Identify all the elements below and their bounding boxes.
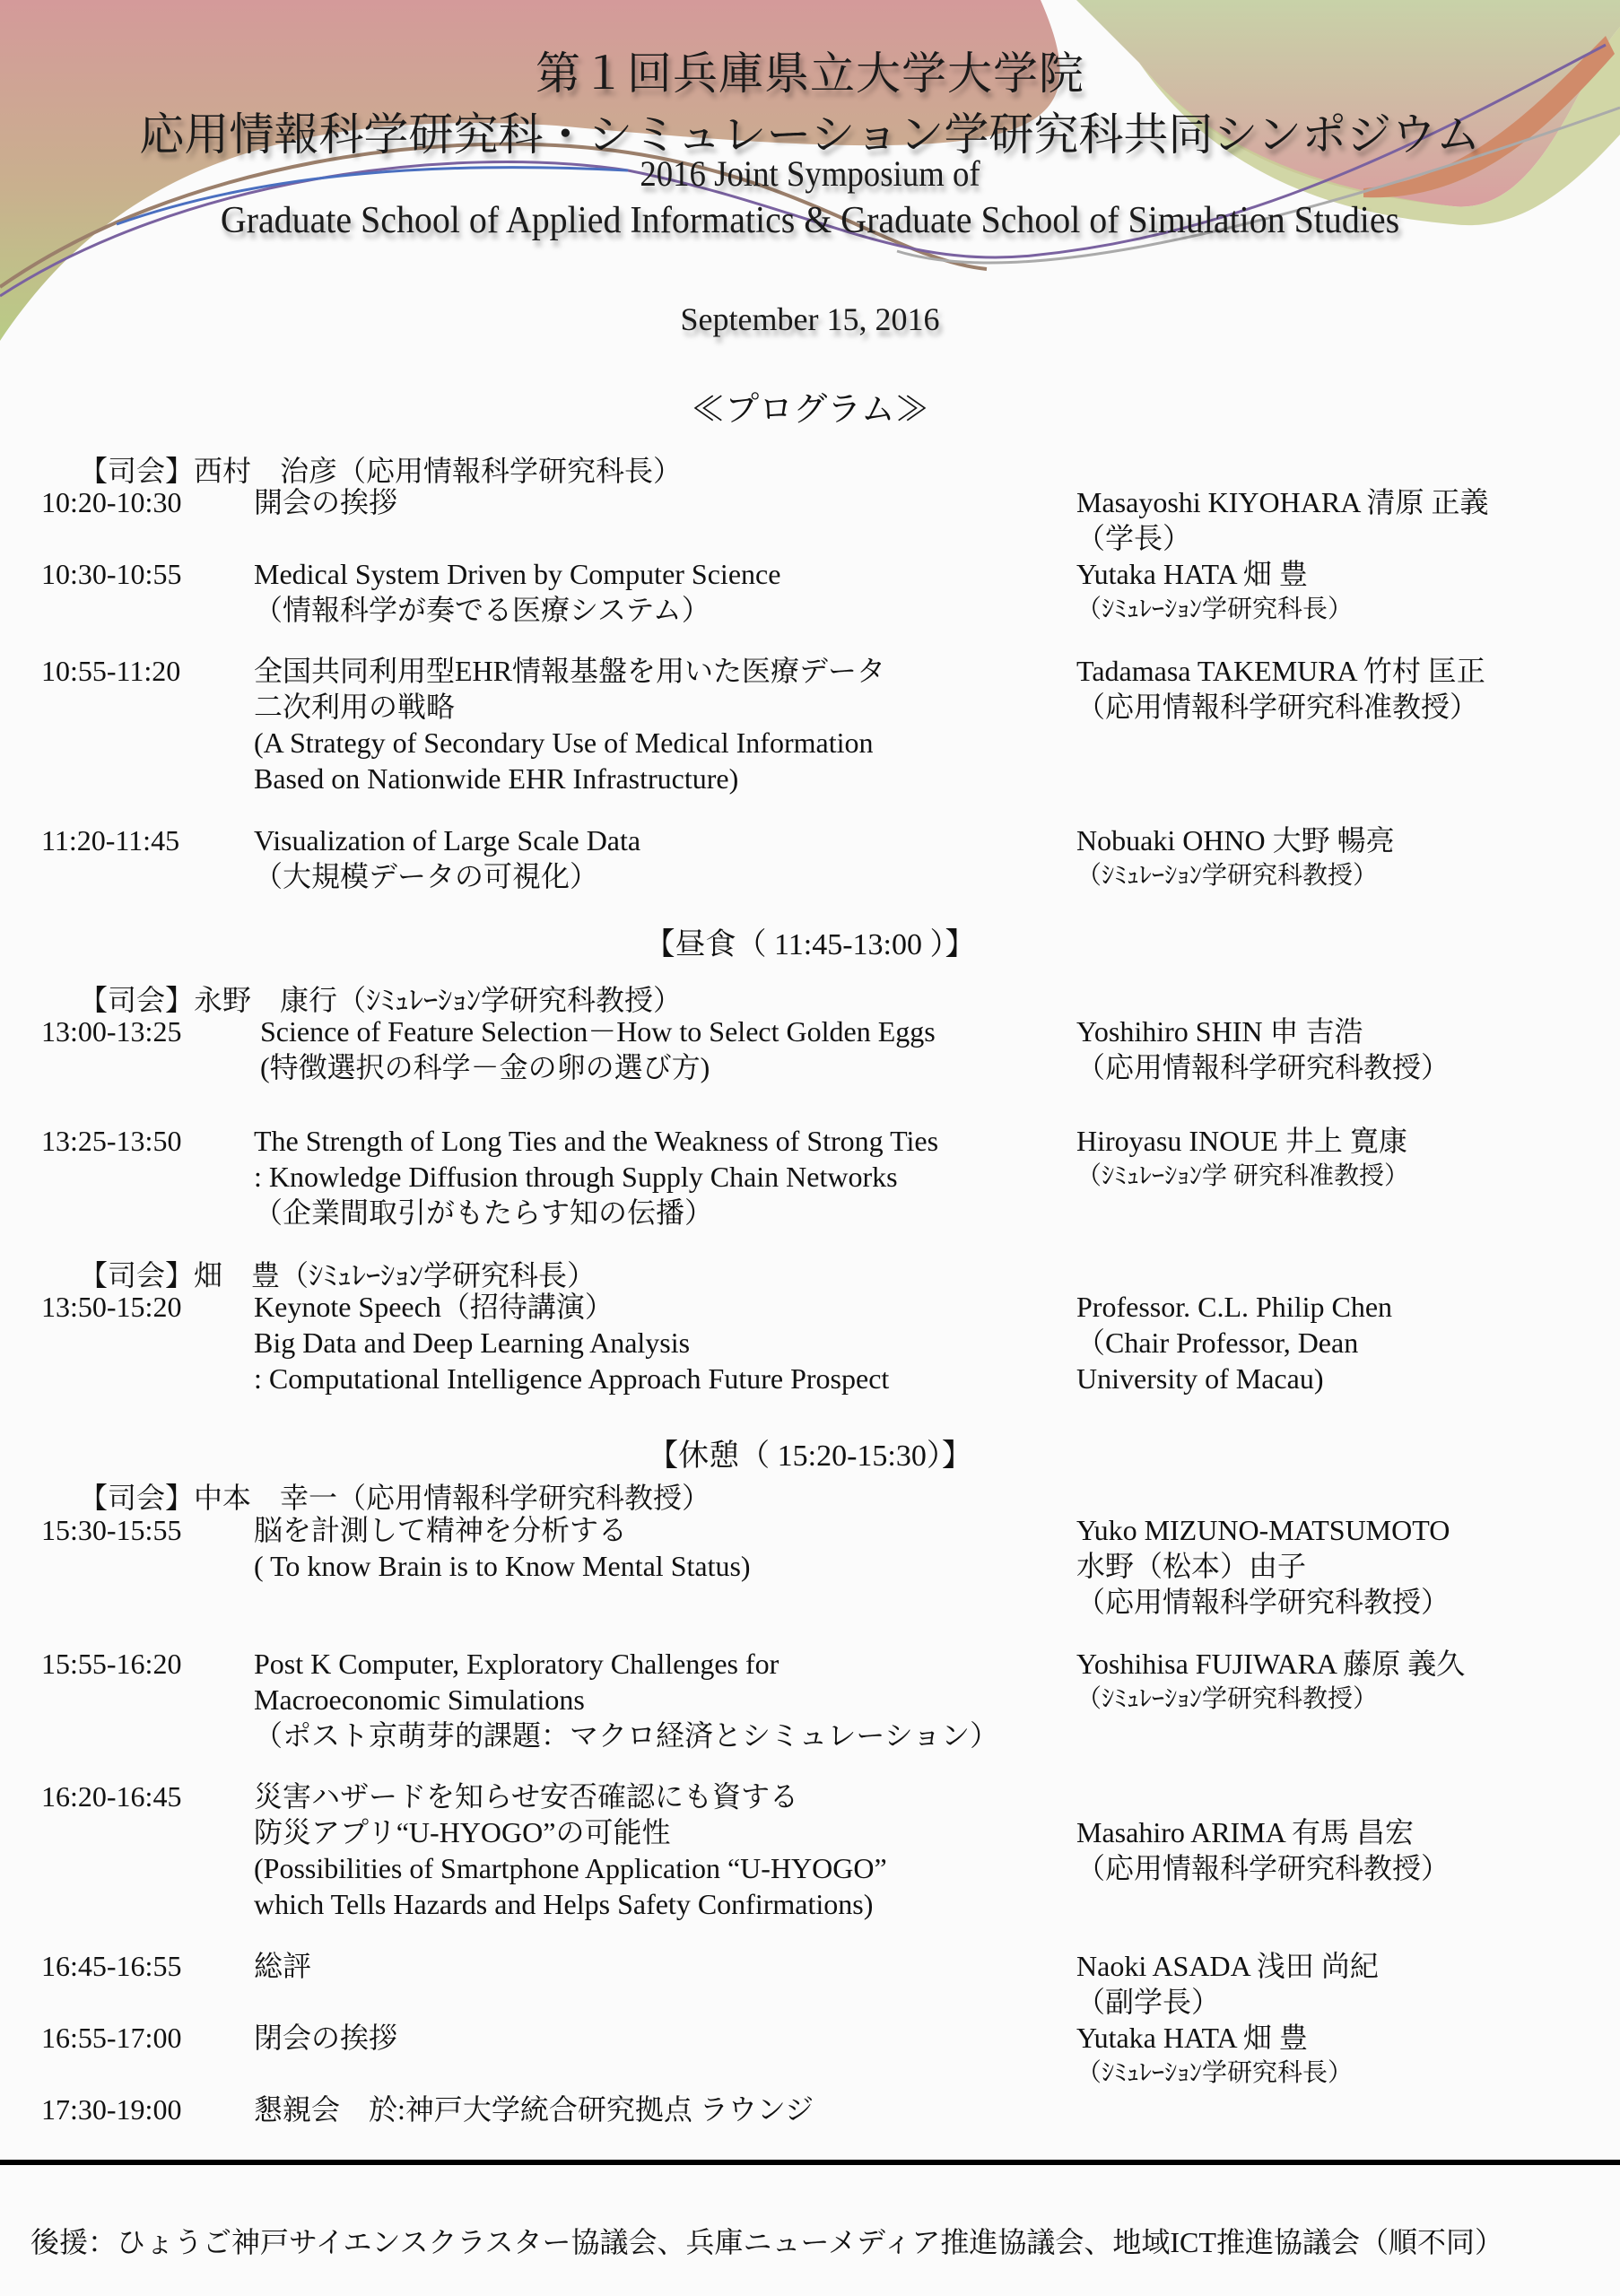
- time-slot: 16:20-16:45: [41, 1780, 182, 1813]
- time-slot: 13:00-13:25: [41, 1015, 182, 1048]
- speaker-name: Masahiro ARIMA 有馬 昌宏: [1076, 1816, 1415, 1848]
- talk-title: 懇親会 於:神戸大学統合研究拠点 ラウンジ: [254, 2093, 814, 2126]
- speaker-affiliation: University of Macau): [1076, 1362, 1324, 1395]
- talk-title: 二次利用の戦略: [254, 691, 456, 723]
- talk-title: Macroeconomic Simulations: [254, 1683, 585, 1716]
- talk-title: The Strength of Long Ties and the Weakness of Strong Ties: [254, 1125, 939, 1157]
- speaker-affiliation: （ｼﾐｭﾚｰｼｮﾝ学 研究科准教授）: [1076, 1162, 1410, 1190]
- speaker-name: Tadamasa TAKEMURA 竹村 匡正: [1076, 655, 1485, 687]
- talk-title: Keynote Speech（招待講演）: [254, 1291, 614, 1323]
- speaker-spacer: [1076, 1779, 1450, 1814]
- talk-subtitle: （企業間取引がもたらす知の伝播）: [254, 1196, 714, 1229]
- time-slot: 13:50-15:20: [41, 1291, 182, 1323]
- speaker-name-jp: 水野（松本）由子: [1076, 1550, 1307, 1582]
- talk-subtitle: (特徴選択の科学－金の卵の選び方): [260, 1051, 710, 1083]
- mc-line: 【司会】西村 治彦（応用情報科学研究科長）: [79, 455, 683, 487]
- talk-title: Science of Feature Selection－How to Select Golden Eggs: [260, 1015, 936, 1048]
- time-slot: 10:55-11:20: [41, 655, 181, 687]
- speaker-name: Yutaka HATA 畑 豊: [1076, 2022, 1308, 2054]
- lunch-break: 【昼食（ 11:45-13:00 ）】: [644, 928, 976, 961]
- talk-title: Visualization of Large Scale Data: [254, 824, 641, 857]
- speaker-name: Yoshihiro SHIN 申 吉浩: [1076, 1015, 1363, 1048]
- mc-line: 【司会】永野 康行（ｼﾐｭﾚｰｼｮﾝ学研究科教授）: [79, 984, 683, 1016]
- speaker-affiliation: （学長）: [1076, 522, 1192, 554]
- talk-title: 脳を計測して精神を分析する: [254, 1514, 628, 1546]
- talk-subtitle: （ポスト京萌芽的課題：マクロ経済とシミュレーション）: [254, 1719, 999, 1752]
- talk-subtitle: （情報科学が奏でる医療システム）: [254, 594, 710, 626]
- program-heading: ≪プログラム≫: [691, 391, 929, 429]
- speaker-name: Naoki ASADA 浅田 尚紀: [1076, 1950, 1379, 1982]
- title-jp-line2: 応用情報科学研究科・シミュレーション学研究科共同シンポジウム: [139, 109, 1481, 160]
- title-jp-line1: 第１回兵庫県立大学大学院: [536, 48, 1084, 99]
- speaker-name: Nobuaki OHNO 大野 暢亮: [1076, 824, 1395, 857]
- talk-title: 閉会の挨拶: [254, 2022, 398, 2054]
- time-slot: 11:20-11:45: [41, 824, 180, 857]
- time-slot: 17:30-19:00: [41, 2093, 182, 2126]
- mc-line: 【司会】畑 豊（ｼﾐｭﾚｰｼｮﾝ学研究科長）: [79, 1259, 597, 1292]
- speaker-name: Masayoshi KIYOHARA 清原 正義: [1076, 486, 1489, 518]
- talk-title: 全国共同利用型EHR情報基盤を用いた医療データ: [254, 655, 886, 687]
- speaker-affiliation: （ｼﾐｭﾚｰｼｮﾝ学研究科長）: [1076, 596, 1354, 623]
- speaker-name: Hiroyasu INOUE 井上 寛康: [1076, 1125, 1407, 1157]
- time-slot: 15:30-15:55: [41, 1514, 182, 1546]
- talk-title: 開会の挨拶: [254, 486, 398, 518]
- speaker-name: Yoshihisa FUJIWARA 藤原 義久: [1076, 1648, 1466, 1680]
- time-slot: 15:55-16:20: [41, 1648, 182, 1680]
- time-slot: 10:30-10:55: [41, 558, 182, 590]
- speaker-name: Professor. C.L. Philip Chen: [1076, 1291, 1393, 1323]
- talk-subtitle: （大規模データの可視化）: [254, 860, 599, 892]
- talk-title: Big Data and Deep Learning Analysis: [254, 1326, 691, 1359]
- event-date: September 15, 2016: [680, 301, 940, 337]
- sponsors-footer: 後援：ひょうご神戸サイエンスクラスター協議会、兵庫ニューメディア推進協議会、地域ICT推進協議会（順不同）: [30, 2226, 1503, 2258]
- rest-break: 【休憩（ 15:20-15:30）】: [648, 1439, 972, 1473]
- speaker-name: Yuko MIZUNO-MATSUMOTO: [1076, 1514, 1450, 1546]
- talk-title: Medical System Driven by Computer Science: [254, 558, 781, 590]
- talk-title: : Knowledge Diffusion through Supply Chain Networks: [254, 1161, 898, 1193]
- time-slot: 16:45-16:55: [41, 1950, 182, 1982]
- talk-title: 防災アプリ“U-HYOGO”の可能性: [254, 1816, 671, 1848]
- speaker-affiliation: （応用情報科学研究科教授）: [1076, 1586, 1450, 1618]
- speaker-affiliation: （応用情報科学研究科准教授）: [1076, 691, 1479, 723]
- speaker-affiliation: （ｼﾐｭﾚｰｼｮﾝ学研究科長）: [1076, 2059, 1354, 2087]
- footer-divider: [0, 2160, 1620, 2165]
- talk-subtitle: : Computational Intelligence Approach Future Prospect: [254, 1362, 890, 1395]
- time-slot: 16:55-17:00: [41, 2022, 182, 2054]
- talk-subtitle: Based on Nationwide EHR Infrastructure): [254, 762, 739, 795]
- time-slot: 13:25-13:50: [41, 1125, 182, 1157]
- speaker-affiliation: （副学長）: [1076, 1986, 1221, 2018]
- speaker-affiliation: （ｼﾐｭﾚｰｼｮﾝ学研究科教授）: [1076, 1685, 1379, 1713]
- speaker-affiliation: （ｼﾐｭﾚｰｼｮﾝ学研究科教授）: [1076, 862, 1379, 890]
- title-en-line2: Graduate School of Applied Informatics & Graduate School of Simulation Studies: [220, 200, 1400, 241]
- talk-subtitle: ( To know Brain is to Know Mental Status): [254, 1550, 751, 1582]
- speaker-name: Yutaka HATA 畑 豊: [1076, 558, 1308, 590]
- speaker-affiliation: （Chair Professor, Dean: [1076, 1326, 1359, 1359]
- talk-title: 災害ハザードを知らせ安否確認にも資する: [254, 1780, 799, 1813]
- speaker-affiliation: （応用情報科学研究科教授）: [1076, 1852, 1450, 1884]
- speaker-affiliation: （応用情報科学研究科教授）: [1076, 1051, 1450, 1083]
- talk-title: 総評: [254, 1950, 312, 1982]
- title-en-line1: 2016 Joint Symposium of: [640, 153, 980, 194]
- talk-subtitle: (A Strategy of Secondary Use of Medical Information: [254, 726, 874, 759]
- talk-subtitle: which Tells Hazards and Helps Safety Confirmations): [254, 1888, 874, 1920]
- mc-line: 【司会】中本 幸一（応用情報科学研究科教授）: [79, 1482, 711, 1514]
- time-slot: 10:20-10:30: [41, 486, 182, 518]
- talk-title: Post K Computer, Exploratory Challenges for: [254, 1648, 780, 1680]
- talk-subtitle: (Possibilities of Smartphone Application “U-HYOGO”: [254, 1852, 887, 1884]
